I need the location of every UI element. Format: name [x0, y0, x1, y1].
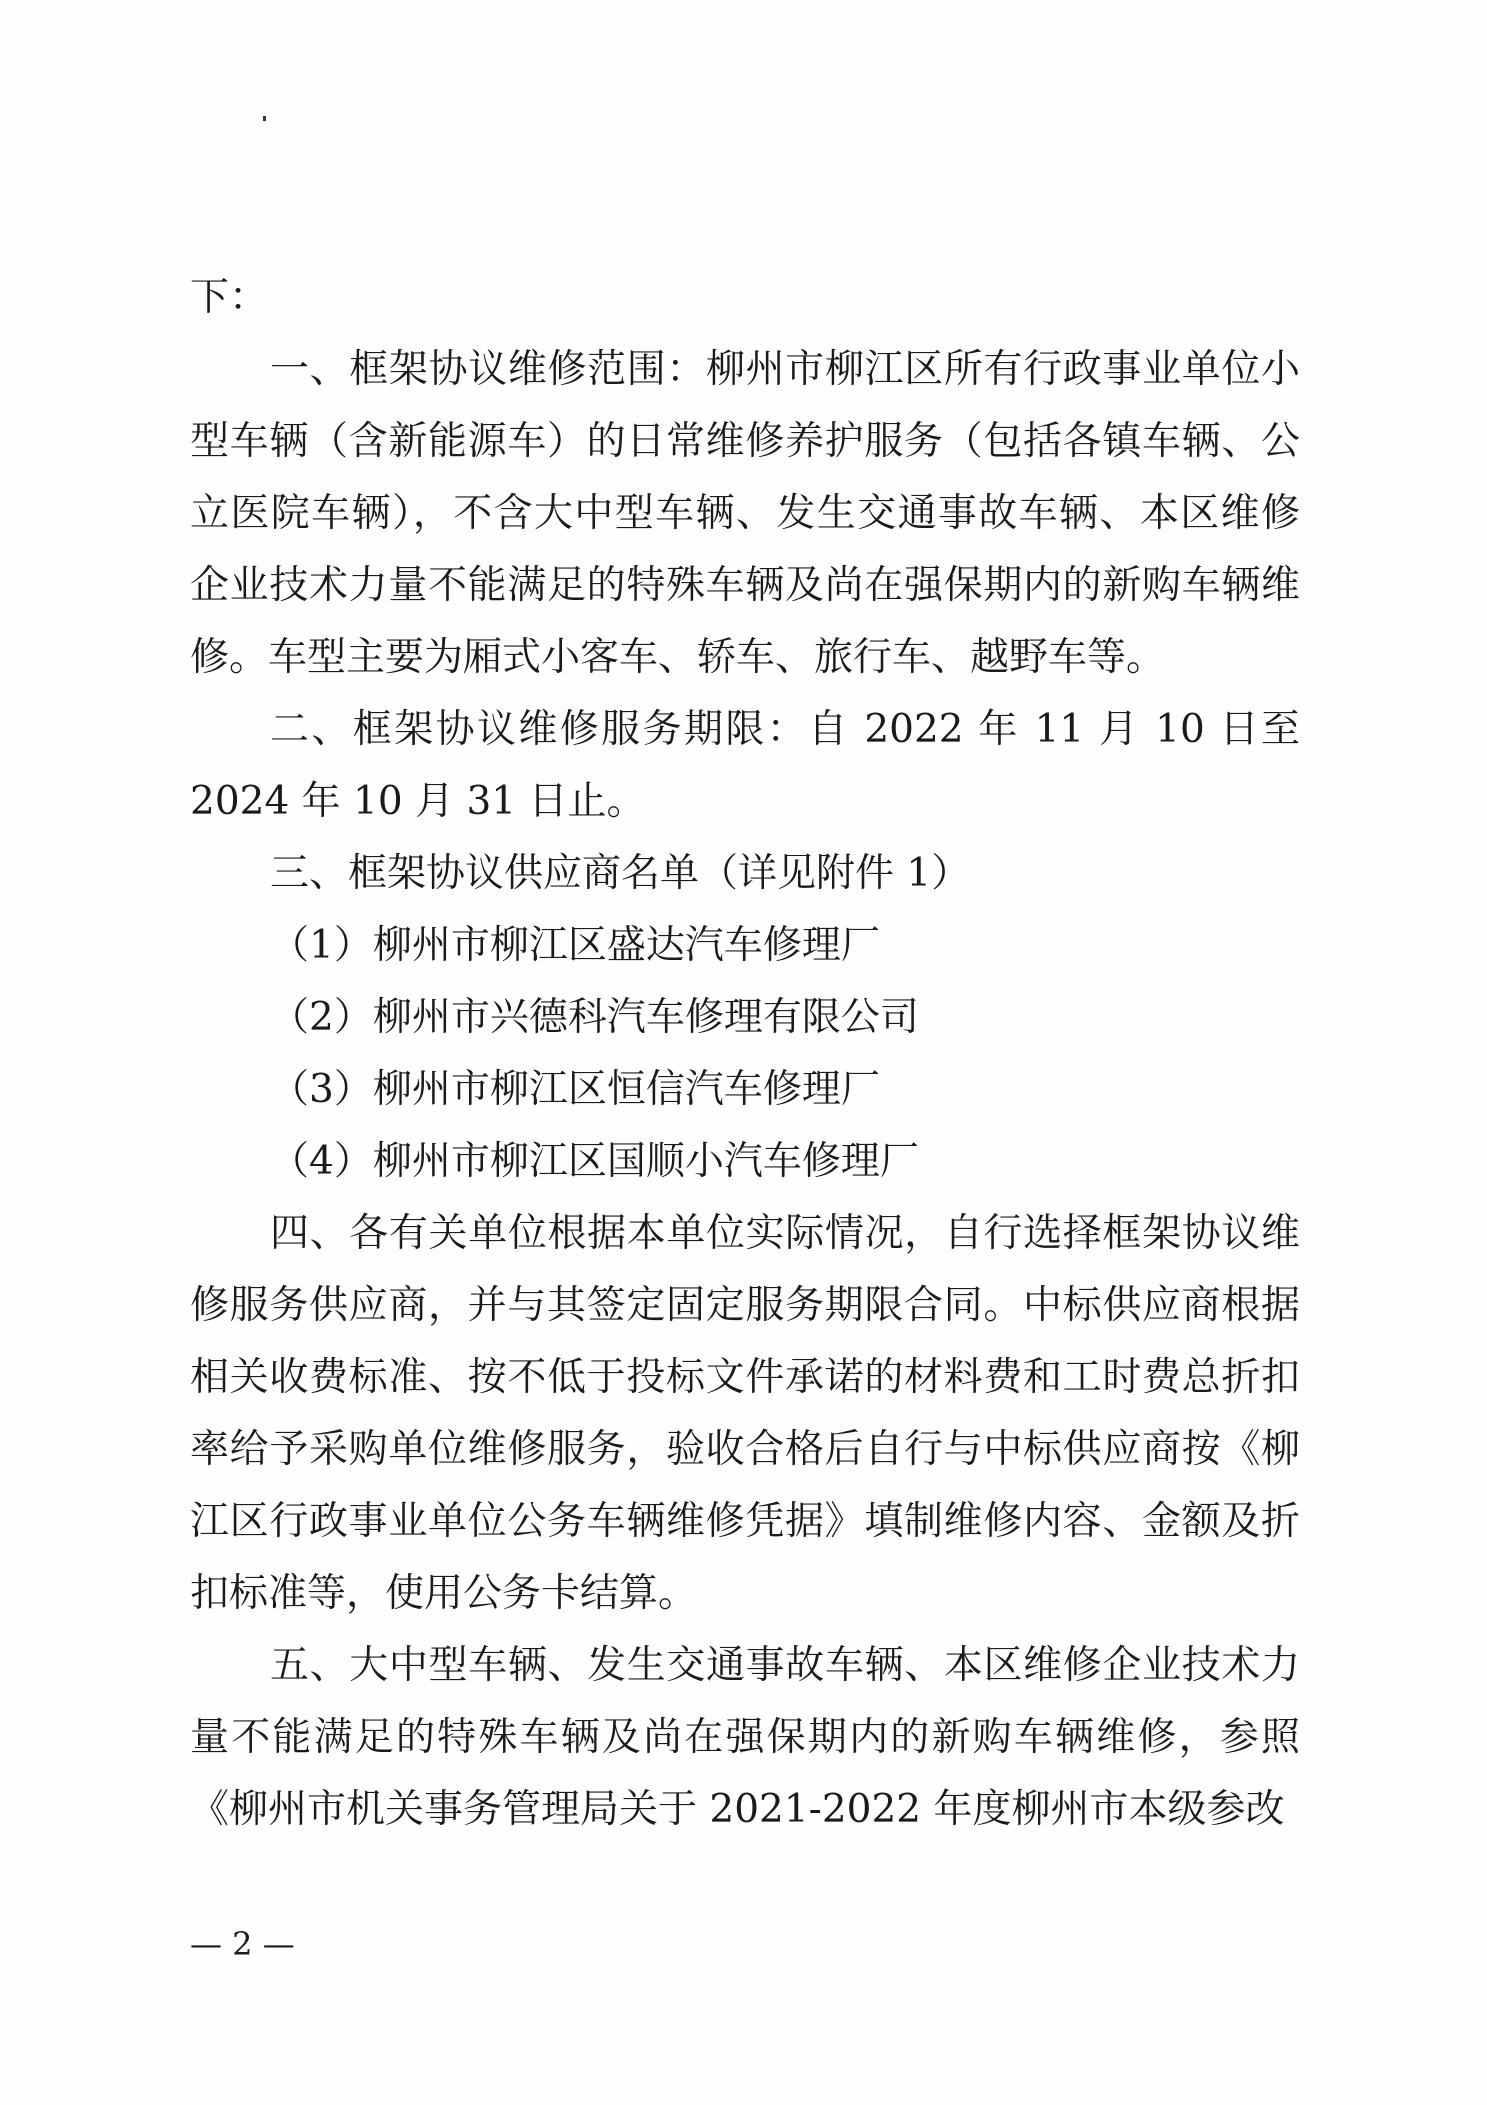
paragraph-continuation: 下：	[190, 275, 269, 320]
scan-mark	[263, 116, 266, 121]
supplier-item: （4）柳州市柳江区国顺小汽车修理厂	[270, 1139, 919, 1184]
supplier-item: （2）柳州市兴德科汽车修理有限公司	[270, 995, 919, 1040]
supplier-item: （3）柳州市柳江区恒信汽车修理厂	[270, 1067, 880, 1112]
paragraph-term: 二、框架协议维修服务期限：自 2022 年 11 月 10 日至 2024 年 10 月 31 日止。	[190, 707, 1300, 824]
paragraph-selection: 四、各有关单位根据本单位实际情况，自行选择框架协议维修服务供应商，并与其签定固定服务期限合同。中标供应商根据相关收费标准、按不低于投标文件承诺的材料费和工时费总折扣率给予采购单位维修服务，验收合格后自行与中标供应商按《柳江区行政事业单位公务车辆维修凭据》填制维修内容、金额及折扣标准等，使用公务卡结算。	[190, 1211, 1300, 1616]
paragraph-scope: 一、框架协议维修范围：柳州市柳江区所有行政事业单位小型车辆（含新能源车）的日常维修养护服务（包括各镇车辆、公立医院车辆），不含大中型车辆、发生交通事故车辆、本区维修企业技术力量不能满足的特殊车辆及尚在强保期内的新购车辆维修。车型主要为厢式小客车、轿车、旅行车、越野车等。	[190, 347, 1300, 680]
page-number: — 2 —	[190, 1925, 295, 1963]
supplier-item: （1）柳州市柳江区盛达汽车修理厂	[270, 923, 880, 968]
document-body	[190, 262, 1300, 1846]
paragraph-supplier-list-heading: 三、框架协议供应商名单（详见附件 1）	[270, 851, 971, 896]
paragraph-exceptions: 五、大中型车辆、发生交通事故车辆、本区维修企业技术力量不能满足的特殊车辆及尚在强保期内的新购车辆维修，参照《柳州市机关事务管理局关于 2021-2022 年度柳州市本级参改	[190, 1643, 1300, 1832]
